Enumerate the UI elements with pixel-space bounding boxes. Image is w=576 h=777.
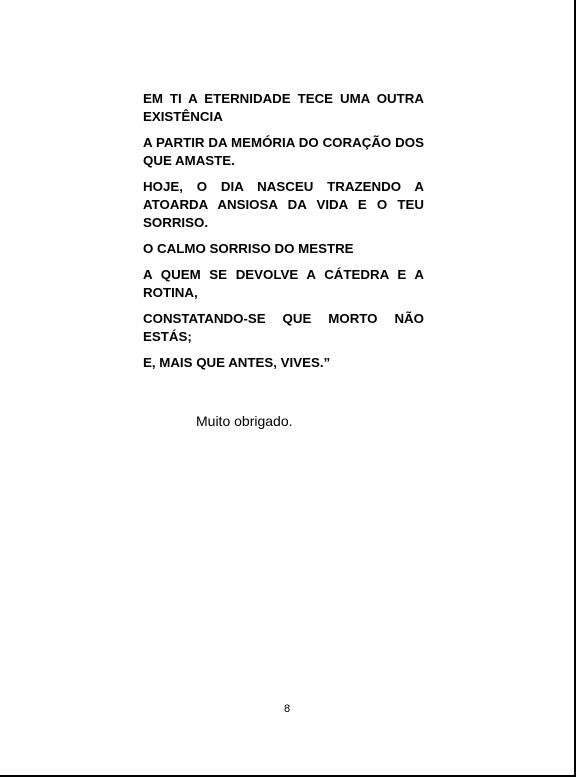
poem-stanza-3: HOJE, O DIA NASCEU TRAZENDO A ATOARDA ANSIOSA DA VIDA E O TEU SORRISO. (143, 179, 424, 230)
closing-thanks: Muito obrigado. (196, 413, 293, 429)
poem-stanza-1: EM TI A ETERNIDADE TECE UMA OUTRA EXISTÊNCIA (143, 91, 424, 124)
page-number: 8 (283, 703, 291, 715)
poem-stanza-2: A PARTIR DA MEMÓRIA DO CORAÇÃO DOS QUE AMASTE. (143, 135, 424, 168)
poem-text (143, 90, 424, 380)
poem-stanza-6: CONSTATANDO-SE QUE MORTO NÃO ESTÁS; (143, 311, 424, 344)
poem-stanza-4: O CALMO SORRISO DO MESTRE (143, 241, 354, 256)
poem-stanza-7: E, MAIS QUE ANTES, VIVES.” (143, 355, 331, 370)
poem-stanza-5: A QUEM SE DEVOLVE A CÁTEDRA E A ROTINA, (143, 267, 424, 300)
